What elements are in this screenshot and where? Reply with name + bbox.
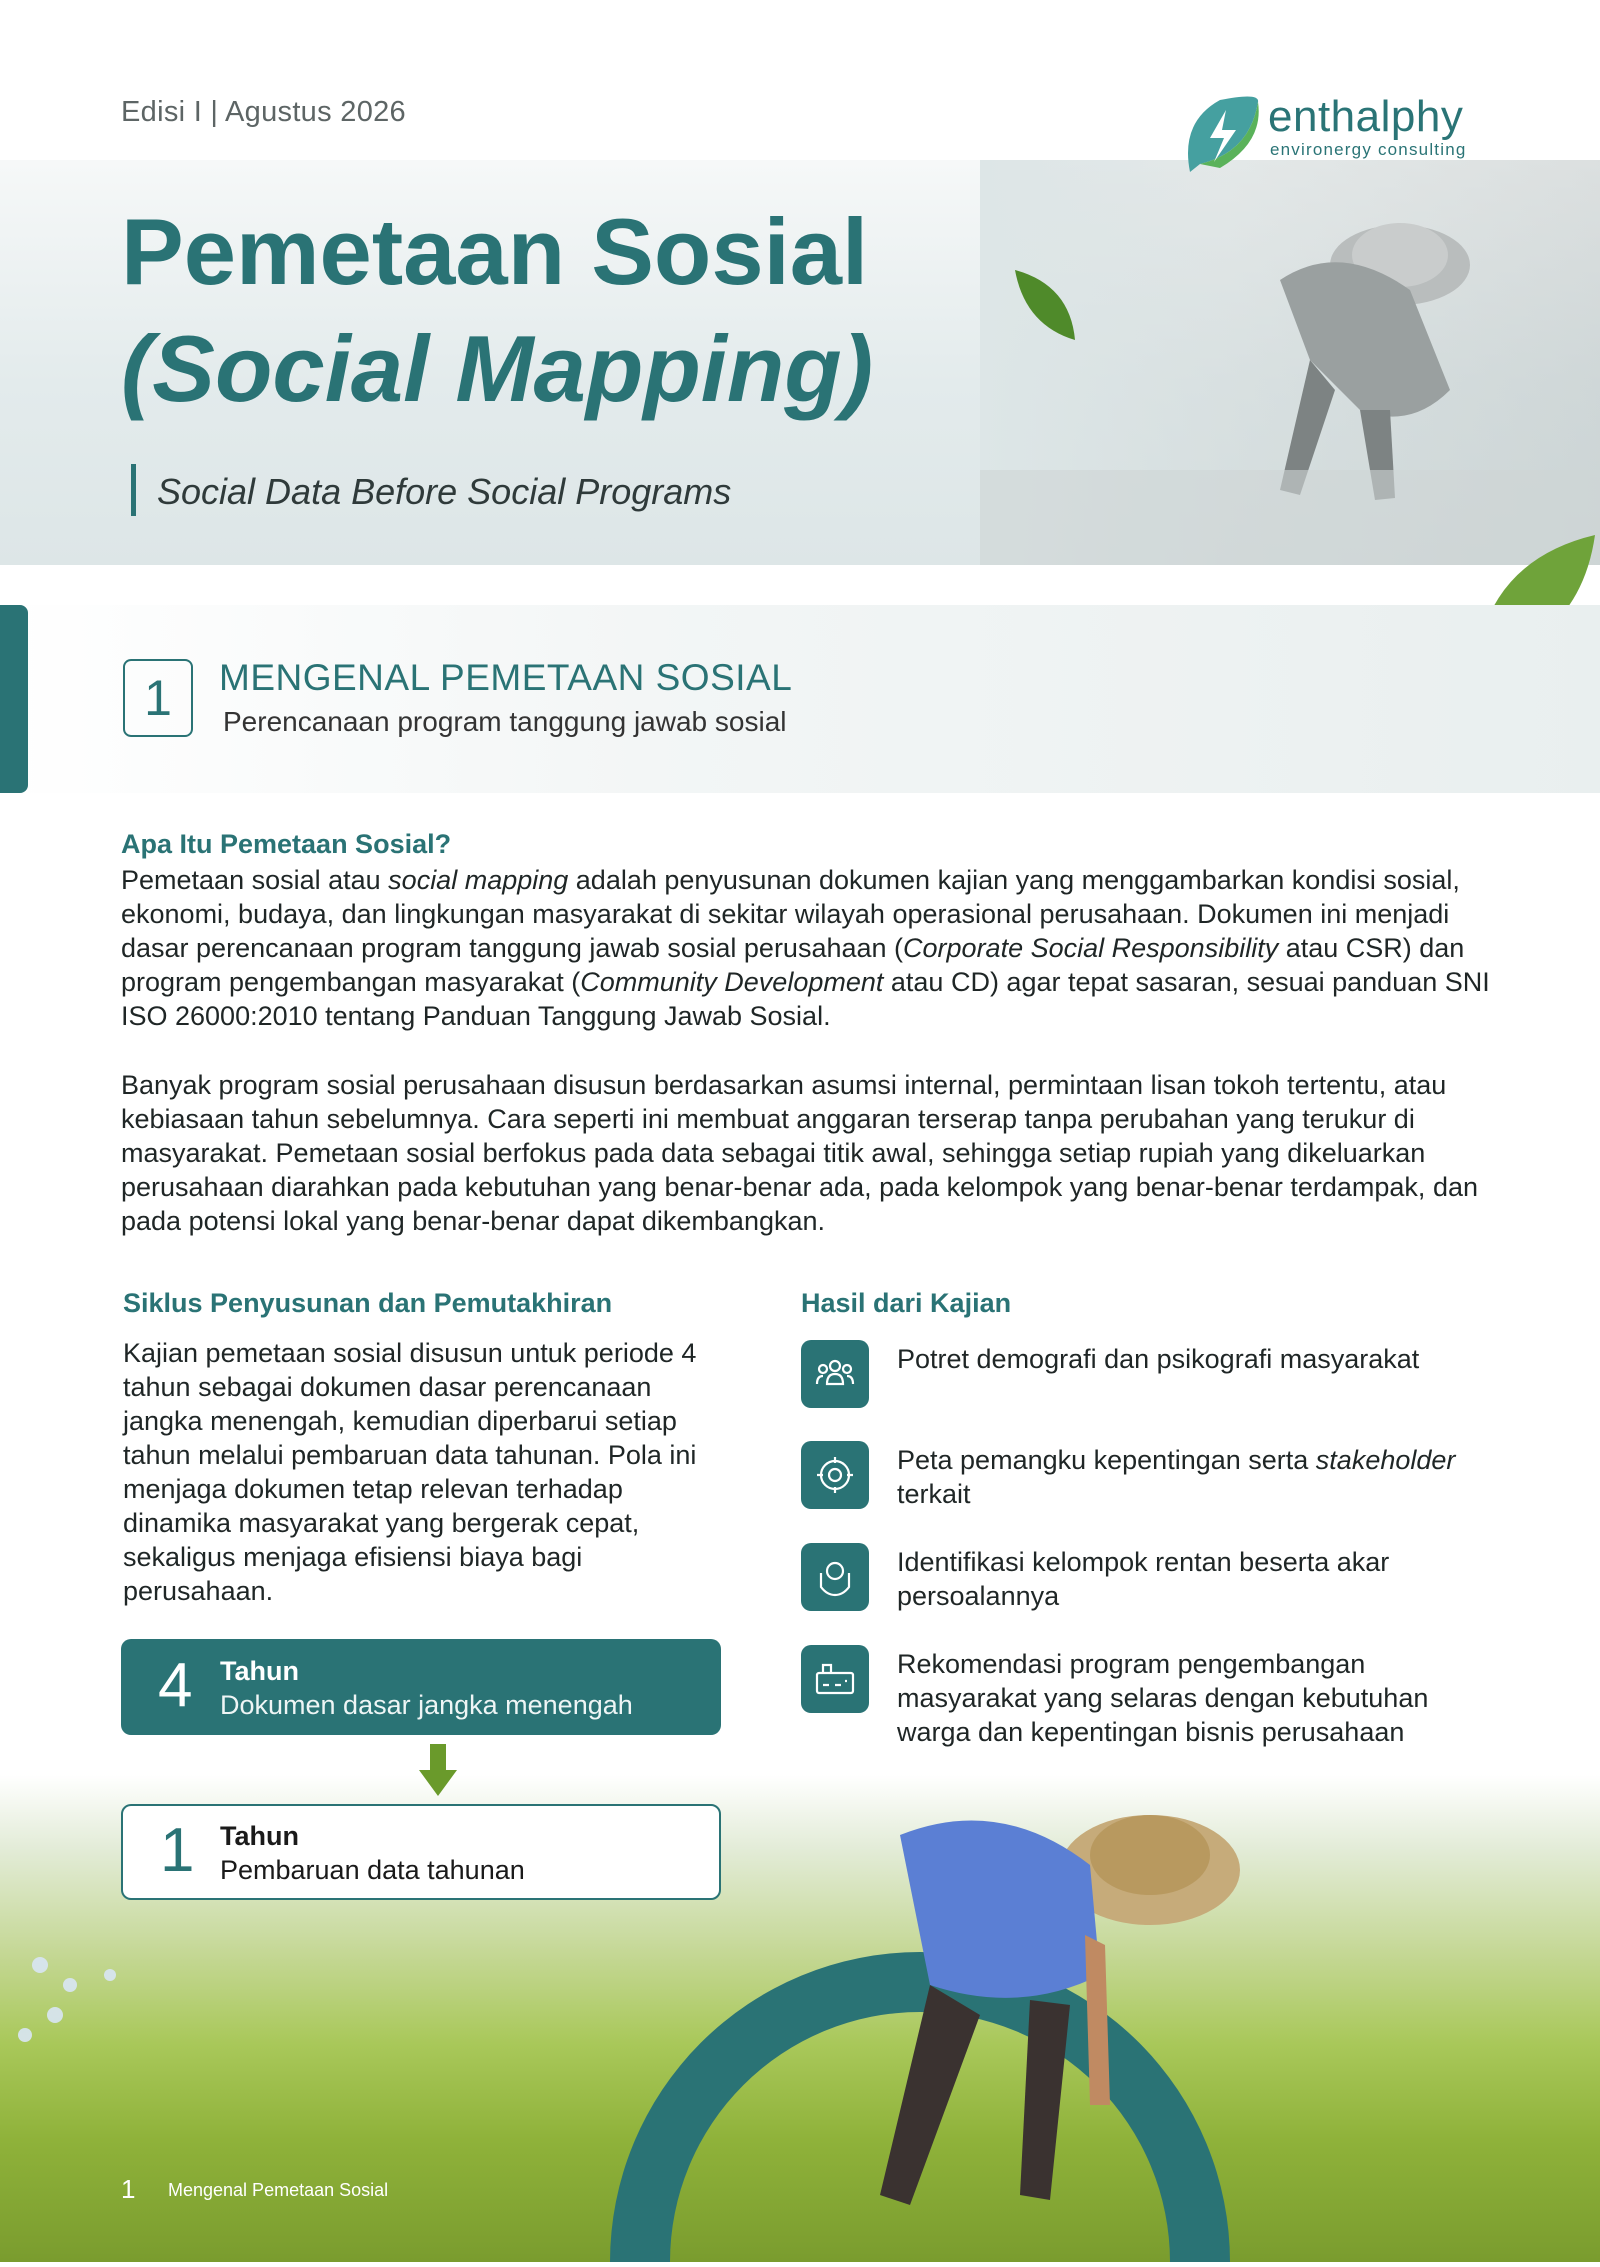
section-side-tab — [0, 605, 28, 793]
hero-photo-farmer — [980, 160, 1600, 565]
section-subtitle: Perencanaan program tanggung jawab sosial — [223, 706, 787, 737]
intro-paragraph-2: Banyak program sosial perusahaan disusun berdasarkan asumsi internal, permintaan lisan tokoh tertentu, atau kebiasaan tahun sebelumnya. Cara seperti ini membuat anggaran terserap tanpa perubahan yang terukur di masyarakat. Pemetaan sosial berfokus pada data sebagai titik awal, sehingga setiap rupiah yang dikeluarkan perusahaan diarahkan pada kebutuhan yang benar-benar ada, pada kelompok yang benar-benar terdampak, dan pada potensi lokal yang benar-benar dapat dikembangkan. — [121, 1070, 1478, 1236]
cycle-box-4-unit: Tahun — [220, 1656, 299, 1686]
section-header-band — [0, 605, 1600, 793]
section-number: 1 — [123, 659, 193, 737]
results-heading: Hasil dari Kajian — [801, 1288, 1012, 1318]
cycle-box-1-number: 1 — [160, 1816, 195, 1885]
cycle-heading: Siklus Penyusunan dan Pemutakhiran — [123, 1288, 613, 1318]
logo-wordmark: enthalphy — [1268, 92, 1464, 141]
section-title: MENGENAL PEMETAAN SOSIAL — [219, 657, 793, 698]
edition-label: Edisi I | Agustus 2026 — [121, 96, 406, 128]
page-title-english: (Social Mapping) — [121, 316, 873, 421]
result-item: Rekomendasi program pengembangan masyarakat yang selaras dengan kebutuhan warga dan kepentingan bisnis perusahaan — [897, 1649, 1429, 1747]
target-icon — [801, 1441, 869, 1509]
cycle-box-4-desc: Dokumen dasar jangka menengah — [220, 1690, 633, 1720]
tagline-accent-bar — [131, 464, 136, 516]
intro-paragraph: Pemetaan sosial atau social mapping adalah penyusunan dokumen kajian yang menggambarkan kondisi sosial, ekonomi, budaya, dan lingkungan masyarakat di sekitar wilayah operasional perusahaan. Dokumen ini menjadi dasar perencanaan program tanggung jawab sosial perusahaan (Corporate Social Responsibility atau CSR) dan program pengembangan masyarakat (Community Development atau CD) agar tepat sasaran, sesuai panduan SNI ISO 26000:2010 tentang Panduan Tanggung Jawab Sosial. — [121, 865, 1490, 1031]
company-logo — [1180, 92, 1264, 183]
cycle-box-1-unit: Tahun — [220, 1821, 299, 1851]
logo-tagline: environergy consulting — [1270, 140, 1467, 159]
cycle-box-4-number: 4 — [158, 1651, 193, 1720]
result-item: Identifikasi kelompok rentan beserta akar persoalannya — [897, 1547, 1390, 1611]
leaf-bolt-logo-icon — [1180, 92, 1264, 178]
tagline: Social Data Before Social Programs — [157, 471, 732, 512]
footer-label: Mengenal Pemetaan Sosial — [168, 2180, 389, 2200]
cycle-paragraph: Kajian pemetaan sosial disusun untuk periode 4 tahun sebagai dokumen dasar perencanaan jangka menengah, kemudian diperbarui setiap tahun melalui pembaruan data tahunan. Pola ini menjaga dokumen tetap relevan terhadap dinamika masyarakat yang bergerak cepat, sekaligus menjaga efisiensi biaya bagi perusahaan. — [123, 1338, 697, 1606]
leaf-decoration — [1010, 265, 1080, 350]
hands-care-icon — [801, 1543, 869, 1611]
result-item: Peta pemangku kepentingan serta stakeholder terkait — [897, 1445, 1456, 1509]
cycle-box-1-desc: Pembaruan data tahunan — [220, 1855, 525, 1885]
people-group-icon — [801, 1340, 869, 1408]
page-number: 1 — [121, 2174, 136, 2204]
intro-heading: Apa Itu Pemetaan Sosial? — [121, 829, 452, 859]
page-title: Pemetaan Sosial — [121, 199, 869, 304]
factory-icon — [801, 1645, 869, 1713]
result-item: Potret demografi dan psikografi masyarakat — [897, 1344, 1420, 1374]
arrow-down-icon — [419, 1744, 457, 1796]
